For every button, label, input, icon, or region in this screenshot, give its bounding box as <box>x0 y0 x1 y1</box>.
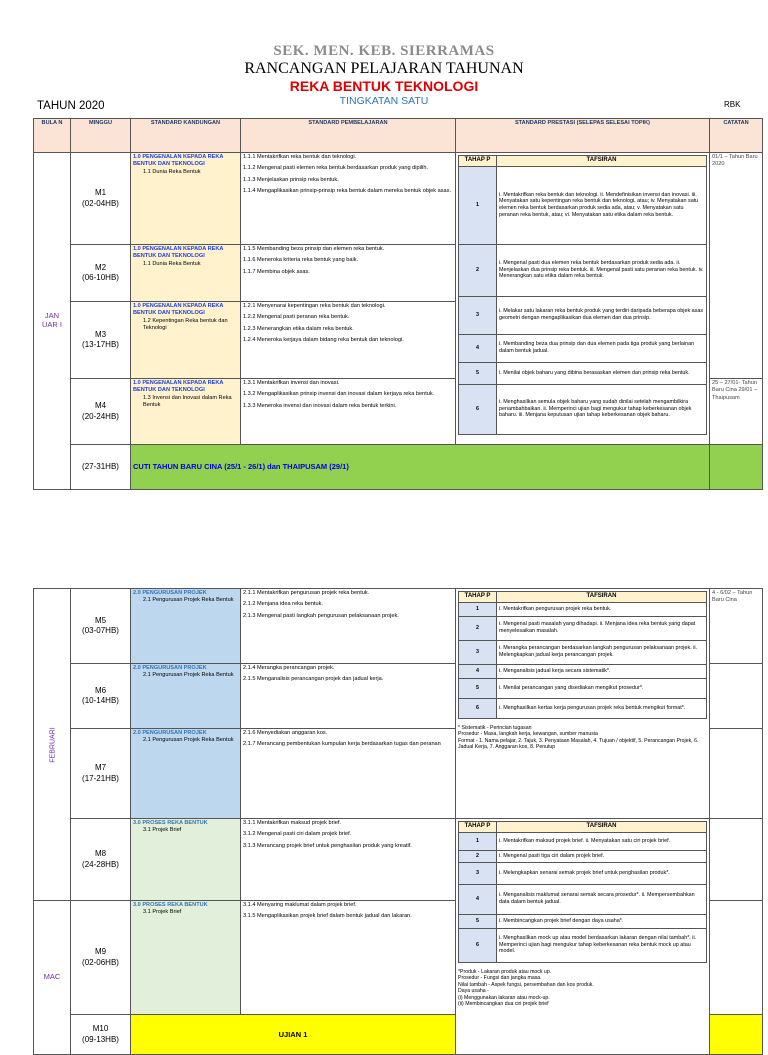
col-catatan: CATATAN <box>710 119 763 153</box>
col-minggu: MINGGU <box>71 119 131 153</box>
table-header-row <box>34 119 763 153</box>
catatan-cell <box>710 664 763 729</box>
tp-table-mac: TAHAP P TAFSIRAN 1 i. Mentakrifkan maksud projek brief. ii. Menyatakan satu ciri projek brief. 2 i. Mengenal pasti tiga ciri dalam projek brief. 3 i. Melengkapkan senarai semak projek brief untuk penghasilan produk*. 4 i. Menganalisis maklumat senarai semak secara prosedur*. ii. Mempersembahkan data dalam bentuk jadual. 5 i. Membincangkan projek brief dengan daya usaha*. 6 i. Menghasilkan mock up atau model berdasarkan lakaran dengan nilai tambah*. ii. Memperinci ujian bagi mengukur tahap keberkesanan reka bentuk mock up atau model. <box>458 821 707 963</box>
standard-prestasi-feb <box>456 589 710 819</box>
sp-cell: 2.1.6 Menyediakan anggaran kos. 2.1.7 Merancang pembentukan kumpulan kerja berdasarkan tugas dan peranan <box>241 729 456 819</box>
week-cell: M9 (02-06HB) <box>71 901 131 1015</box>
week-cell: (27-31HB) <box>71 445 131 490</box>
sk-cell: 1.0 PENGENALAN KEPADA REKA BENTUK DAN TEKNOLOGI 1.2 Kepentingan Reka bentuk dan Teknologi <box>131 302 241 379</box>
month-mac: MAC <box>34 901 71 1055</box>
catatan-cell <box>710 901 763 1015</box>
table-row <box>34 153 763 245</box>
catatan-cell <box>710 729 763 819</box>
sp-cell: 1.2.1 Menyenarai kepentingan reka bentuk dan teknologi. 1.2.2 Mengenal pasti peranan reka bentuk. 1.2.3 Menerangkan etika dalam reka bentuk. 1.2.4 Meneroka kerjaya dalam bidang reka bentuk dan teknologi. <box>241 302 456 379</box>
school-name: SEK. MEN. KEB. SIERRAMAS <box>273 43 495 59</box>
catatan-cell: 4 - 6/02 – Tahun Baru Cina <box>710 589 763 664</box>
sp-cell: 3.1.1 Mentakrifkan maksud projek brief. 3.1.2 Mengenal pasti ciri dalam projek brief. 3.1.3 Merancang projek brief untuk penghasilan produk yang kreatif. <box>241 819 456 901</box>
form-level: TINGKATAN SATU <box>339 95 429 107</box>
col-sk: STANDARD KANDUNGAN <box>131 119 241 153</box>
document-title: RANCANGAN PELAJARAN TAHUNAN <box>244 60 524 77</box>
table-row <box>34 589 763 664</box>
sk-cell: 1.0 PENGENALAN KEPADA REKA BENTUK DAN TEKNOLOGI 1.3 Invensi dan Inovasi dalam Reka Bentuk <box>131 379 241 445</box>
standard-prestasi-mac <box>456 819 710 1055</box>
mac-footnote: *Produk - Lakaran produk atau mock up. Prosedur - Fungsi dan jangka masa. Nilai tambah - Aspek fungsi, persembahan dan kos produk. Daya usaha - (i) Menggunakan lakaran atau mock-up. (ii) Membincangkan dua ciri projek brief <box>458 968 594 1007</box>
month-january: JAN UAR I <box>34 153 71 490</box>
sp-cell: 3.1.4 Menyaring maklumat dalam projek brief. 3.1.5 Mengaplikasikan projek brief dalam bentuk jadual dan lakaran. <box>241 901 456 1015</box>
tp-table-feb: TAHAP P TAFSIRAN 1 i. Mentakrifkan pengurusan projek reka bentuk. 2 i. Mengenal pasti masalah yang dihadapi. ii. Menjana idea reka bentuk yang dapat menyelesaikan masalah. 3 i. Merangka perancangan berdasarkan langkah pengurusan pelaksanaan projek. ii. Melengkapkan jadual kerja perancangan projek. 4 i. Menganalisis jadual kerja secara sistematik*. 5 i. Menilai perancangan yang disediakan mengikut prosedur*. 6 i. Menghasilkan kertas kerja pengurusan projek reka bentuk mengikut format*. <box>458 591 707 719</box>
feb-mac-plan-table <box>33 588 763 1055</box>
subject-code: RBK <box>724 100 741 109</box>
sk-cell: 2.0 PENGURUSAN PROJEK 2.1 Pengurusan Projek Reka Bentuk <box>131 664 241 729</box>
catatan-cell <box>710 819 763 901</box>
green-cell <box>710 445 763 490</box>
sk-cell: 3.0 PROSES REKA BENTUK 3.1 Projek Brief <box>131 819 241 901</box>
subject-title: REKA BENTUK TEKNOLOGI <box>289 78 479 94</box>
week-cell: M7 (17-21HB) <box>71 729 131 819</box>
catatan-cell: 01/1 – Tahun Baru 2020 <box>710 153 763 379</box>
sk-cell: 2.0 PENGURUSAN PROJEK 2.1 Pengurusan Projek Reka Bentuk <box>131 729 241 819</box>
standard-prestasi-jan <box>456 153 710 445</box>
sk-cell: 1.0 PENGENALAN KEPADA REKA BENTUK DAN TEKNOLOGI 1.1 Dunia Reka Bentuk <box>131 153 241 245</box>
week-cell: M3 (13-17HB) <box>71 302 131 379</box>
sk-cell: 3.0 PROSES REKA BENTUK 3.1 Projek Brief <box>131 901 241 1015</box>
sp-cell: 2.1.1 Mentakrifkan pengurusan projek reka bentuk. 2.1.2 Menjana idea reka bentuk. 2.1.3 Mengenal pasti langkah pengurusan pelaksanaan projek. <box>241 589 456 664</box>
month-february: FEBRUARI <box>34 589 71 901</box>
col-spr: STANDARD PRESTASI (SELEPAS SELESAI TOPIK) <box>456 119 710 153</box>
table-row <box>34 819 763 901</box>
week-cell: M2 (06-10HB) <box>71 245 131 302</box>
holiday-cell: CUTI TAHUN BARU CINA (25/1 - 26/1) dan THAIPUSAM (29/1) <box>131 445 710 490</box>
sp-cell: 2.1.4 Merangka perancangan projek. 2.1.5 Menganalisis perancangan projek dan jadual kerja. <box>241 664 456 729</box>
week-cell: M1 (02-04HB) <box>71 153 131 245</box>
exam-cell: UJIAN 1 <box>131 1015 456 1055</box>
january-plan-table <box>33 118 763 490</box>
sp-cell: 1.1.1 Mentakrifkan reka bentuk dan teknologi. 1.1.2 Mengenal pasti elemen reka bentuk berdasarkan produk yang dipilih. 1.1.3 Menjelaskan prinsip reka bentuk. 1.1.4 Mengaplikasikan prinsip-prinsip reka bentuk dalam mereka bentuk objek asas. <box>241 153 456 245</box>
yellow-cell <box>710 1015 763 1055</box>
week-cell: M5 (03-07HB) <box>71 589 131 664</box>
catatan-cell: 25 – 27/01- Tahun Baru Cina 29/01 – Thaipusam <box>710 379 763 445</box>
week-cell: M10 (09-13HB) <box>71 1015 131 1055</box>
col-bulan: BULA N <box>34 119 71 153</box>
holiday-row <box>34 445 763 490</box>
week-cell: M6 (10-14HB) <box>71 664 131 729</box>
week-cell: M8 (24-28HB) <box>71 819 131 901</box>
sp-cell: 1.1.5 Membanding beza prinsip dan elemen reka bentuk. 1.1.6 Meneroka kriteria reka bentuk yang baik. 1.1.7 Membina objek asas. <box>241 245 456 302</box>
week-cell: M4 (20-24HB) <box>71 379 131 445</box>
sp-cell: 1.3.1 Mentakrifkan invensi dan inovasi. 1.3.2 Mengaplikasikan prinsip invensi dan inovasi dalam kerjaya reka bentuk. 1.3.3 Meneroka invensi dan inovasi dalam reka bentuk terkini. <box>241 379 456 445</box>
tp-table-jan: TAHAP P TAFSIRAN 1 i. Mentakrifkan reka bentuk dan teknologi. ii. Mendefinisikan invensi dan inovasi. iii. Menyatakan satu kepentingan reka bentuk dan teknologi, atau; iv. Menyatakan satu elemen reka bentuk berdasarkan produk sedia ada, atau; v. Menyatakan satu peranan reka bentuk, atau; vi. Menyatakan satu etika dalam reka bentuk. 2 i. Mengenal pasti dua elemen reka bentuk berdasarkan produk sedia ada. ii. Menjelaskan dua prinsip reka bentuk. iii. Mengenal pasti satu peranan reka bentuk. iv. Menerangkan satu etika dalam reka bentuk. 3 i. Melakar satu lakaran reka bentuk produk yang terdiri daripada beberapa objek asas geometri dengan mengaplikasikan dua elemen dan dua prinsip. 4 i. Membanding beza dua prinsip dan dua elemen pada tiga produk yang berlainan dalam bentuk jadual. 5 i. Menilai objek baharu yang dibina berasaskan elemen dan prinsip reka bentuk. 6 i. Menghasilkan semula objek baharu yang sudah dinilai setelah mengambilkira penambahbaikan. ii. Memperinci ujian bagi mengukur tahap keberkesanan objek baharu. iii. Menjana keputusan ujian tahap keberkesanan objek baharu. <box>458 155 707 435</box>
sk-cell: 2.0 PENGURUSAN PROJEK 2.1 Pengurusan Projek Reka Bentuk <box>131 589 241 664</box>
col-sp: STANDARD PEMBELAJARAN <box>241 119 456 153</box>
year-label: TAHUN 2020 <box>37 100 105 112</box>
feb-footnote: * Sistematik - Perincian tugasan Prosedur - Masa, langkah kerja, kewangan, sumber manusia Format - 1. Nama pelajar, 2. Tajuk, 3. Penyataan Masalah, 4. Tujuan / objektif, 5. Perancangan Projek, 6. Jadual Kerja, 7. Anggaran kos, 8. Penutup <box>458 724 699 750</box>
sk-cell: 1.0 PENGENALAN KEPADA REKA BENTUK DAN TEKNOLOGI 1.1 Dunia Reka Bentuk <box>131 245 241 302</box>
